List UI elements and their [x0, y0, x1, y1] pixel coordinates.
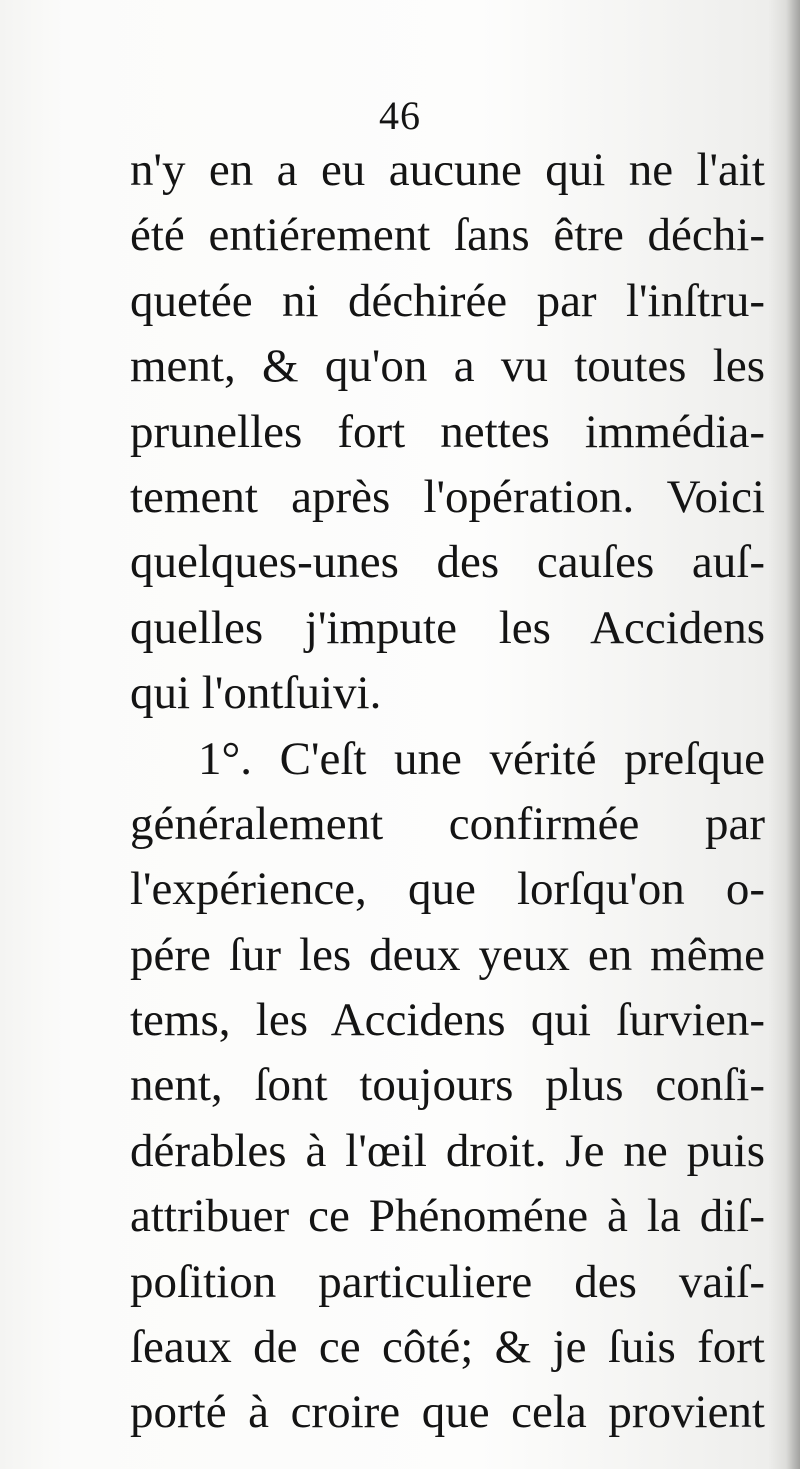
text-line: ment, & qu'on a vu toutes les — [130, 340, 765, 393]
text-line: quelques-unes des cauſes auſ- — [130, 536, 765, 589]
text-line: tems, les Accidens qui ſurvien- — [130, 994, 765, 1047]
text-line: dérables à l'œil droit. Je ne puis — [130, 1124, 765, 1177]
page-number: 46 — [379, 93, 421, 138]
text-line: l'expérience, que lorſqu'on o- — [130, 863, 765, 916]
page-edge-shadow — [786, 0, 800, 1469]
page-text — [130, 138, 765, 1446]
text-line: ſeaux de ce côté; & je ſuis fort — [130, 1321, 765, 1374]
text-line: poſition particuliere des vaiſ- — [130, 1255, 765, 1308]
text-line: été entiérement ſans être déchi- — [130, 209, 765, 262]
text-line: nent, ſont toujours plus conſi- — [130, 1059, 765, 1112]
text-line: prunelles fort nettes immédia- — [130, 405, 765, 458]
text-line: porté à croire que cela provient — [130, 1386, 765, 1439]
text-line-paragraph-start: 1°. C'eſt une vérité preſque — [198, 732, 765, 785]
text-line-paragraph-end: qui l'ontſuivi. — [130, 667, 382, 720]
text-line: tement après l'opération. Voici — [130, 470, 765, 523]
text-line: quetée ni déchirée par l'inſtru- — [130, 274, 765, 327]
text-line: pére ſur les deux yeux en même — [130, 928, 765, 981]
text-line: quelles j'impute les Accidens — [130, 601, 765, 654]
text-line: n'y en a eu aucune qui ne l'ait — [130, 144, 765, 196]
text-line: attribuer ce Phénoméne à la diſ- — [130, 1190, 765, 1243]
text-line: généralement confirmée par — [130, 797, 765, 850]
